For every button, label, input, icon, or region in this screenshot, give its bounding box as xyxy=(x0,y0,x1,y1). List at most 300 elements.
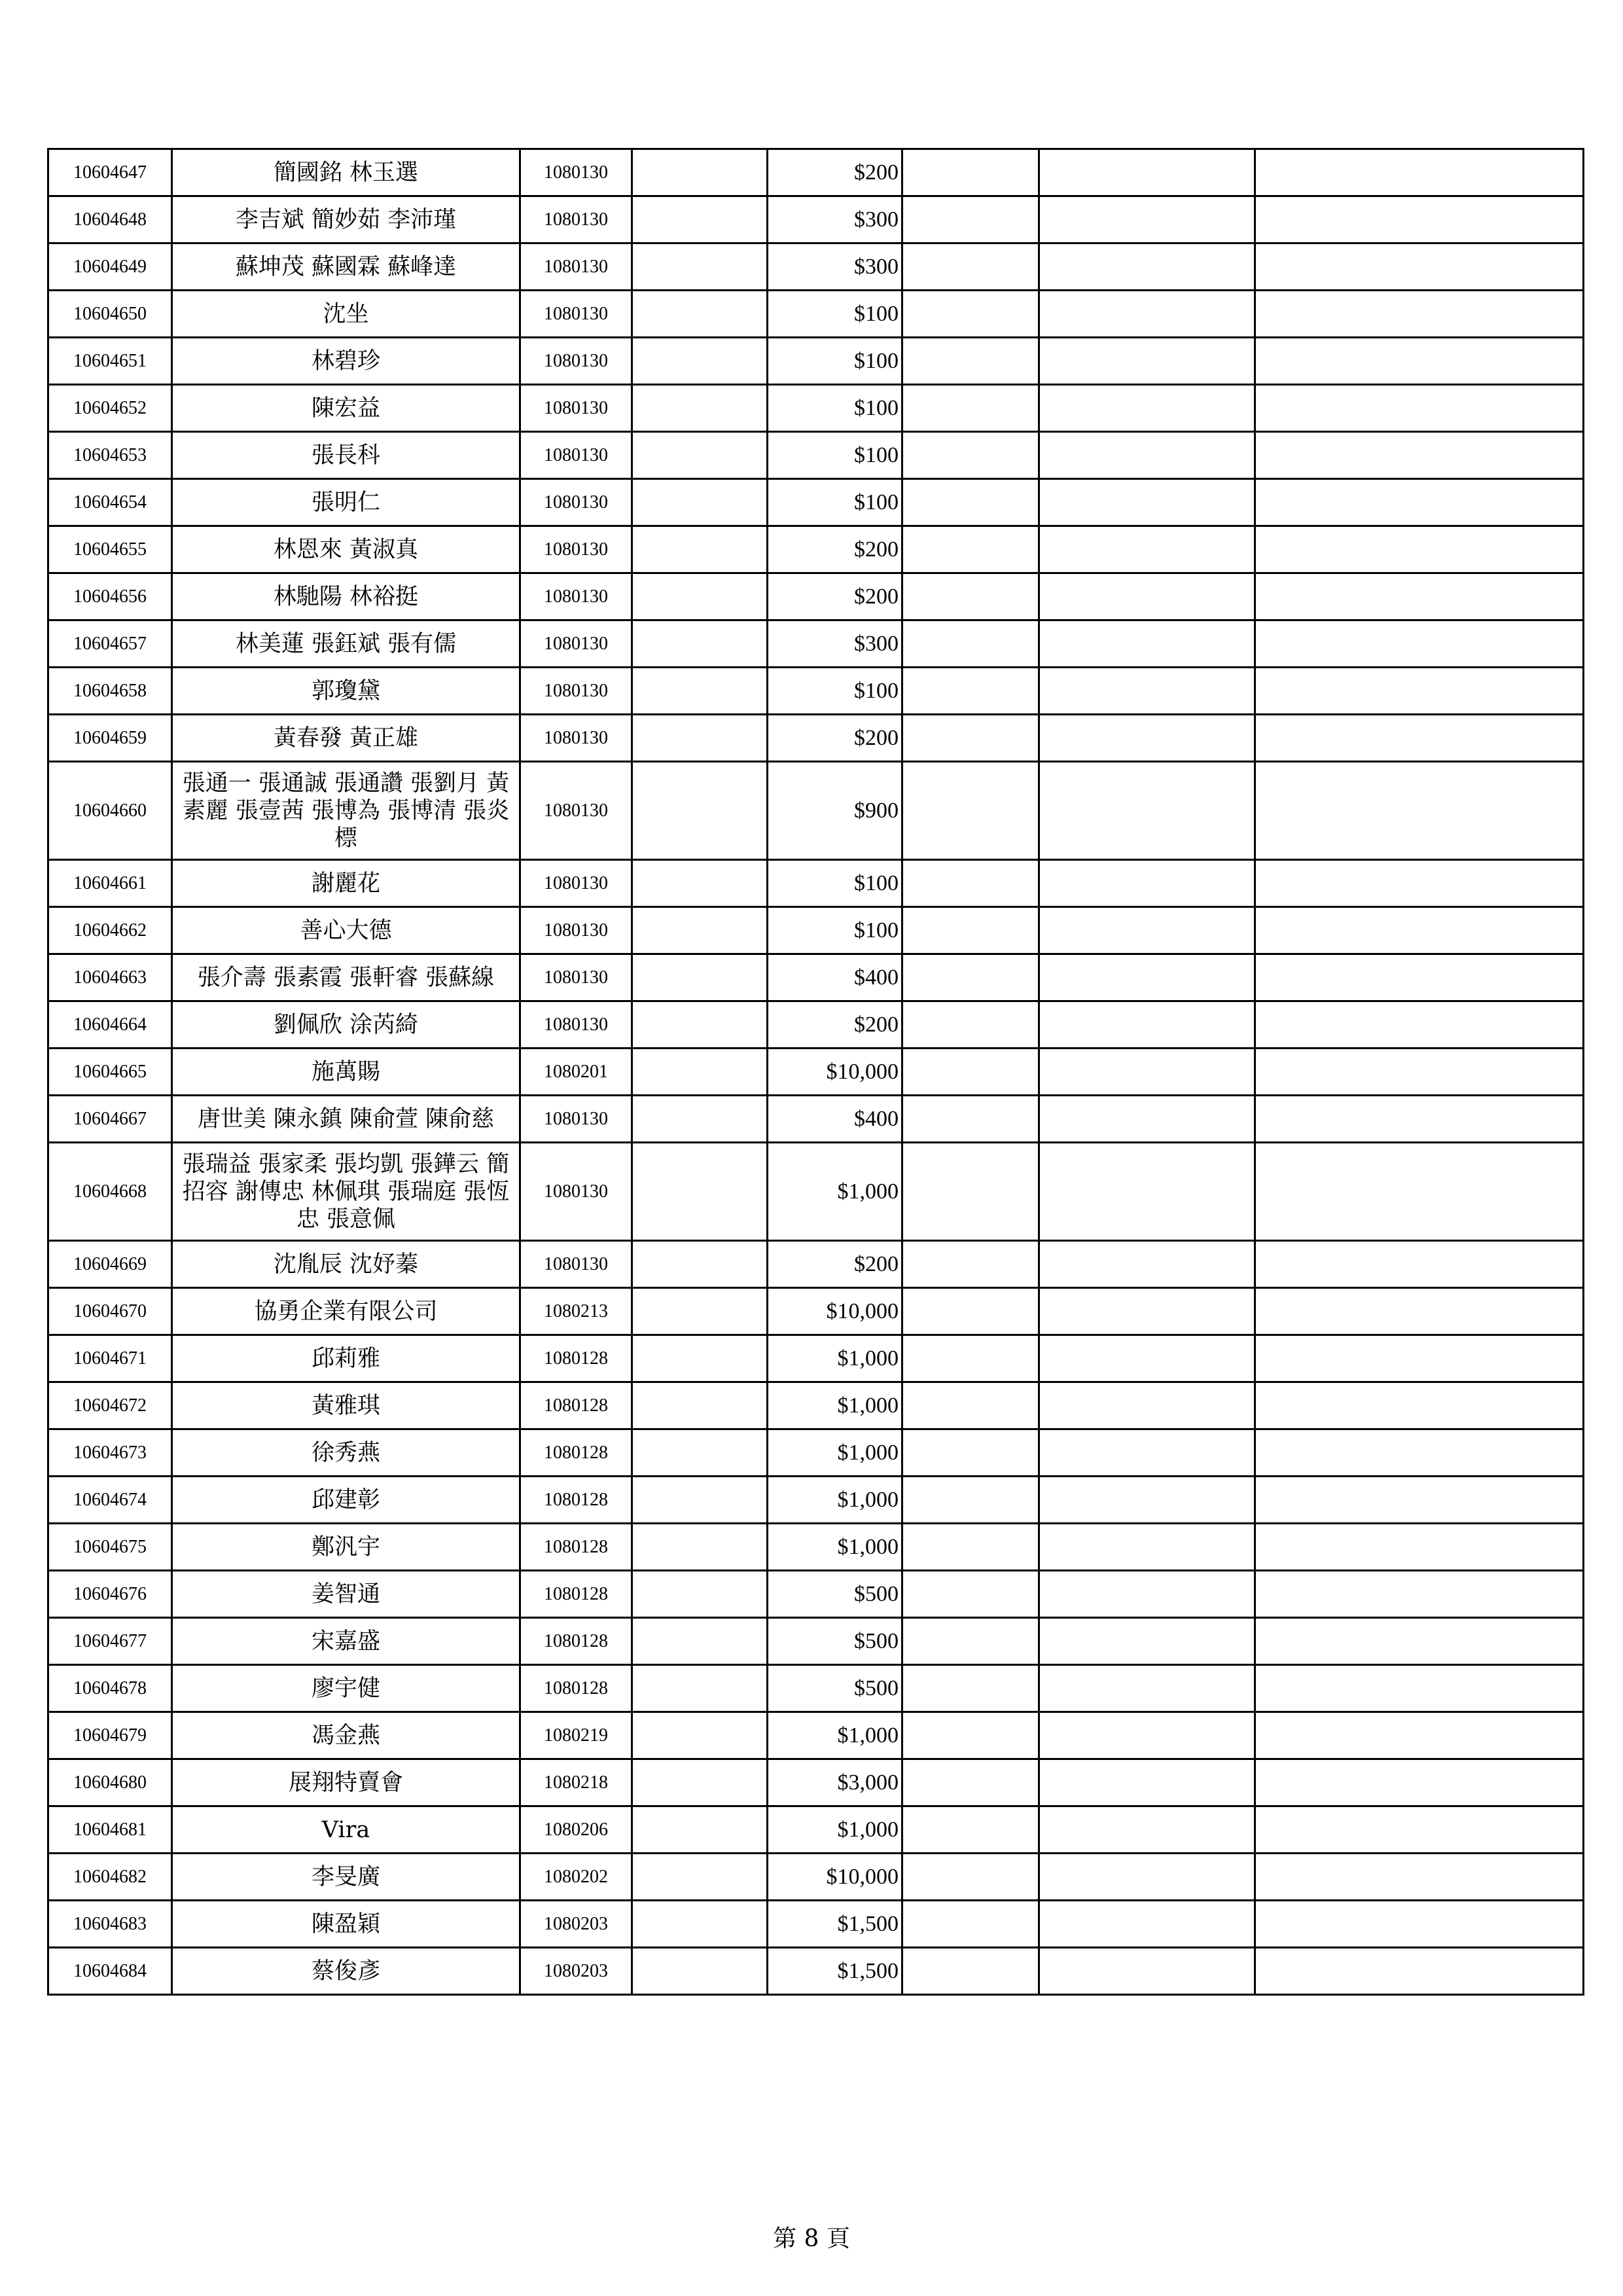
donor-name-cell: 唐世美 陳永鎮 陳俞萱 陳俞慈 xyxy=(172,1096,520,1143)
empty-cell xyxy=(902,1854,1039,1901)
empty-cell xyxy=(1255,1712,1584,1759)
table-row xyxy=(48,1759,1584,1806)
receipt-id-cell: 10604675 xyxy=(48,1524,172,1571)
empty-cell xyxy=(1039,1335,1255,1382)
empty-cell xyxy=(632,1429,768,1477)
empty-cell xyxy=(902,1524,1039,1571)
empty-cell xyxy=(902,479,1039,526)
donor-name-cell: 善心大德 xyxy=(172,907,520,954)
empty-cell xyxy=(902,1618,1039,1665)
receipt-id-cell: 10604656 xyxy=(48,573,172,620)
donation-date-cell: 1080130 xyxy=(520,149,632,196)
donation-date-cell: 1080130 xyxy=(520,1001,632,1049)
empty-cell xyxy=(632,1854,768,1901)
empty-cell xyxy=(1039,715,1255,762)
table-row xyxy=(48,1618,1584,1665)
receipt-id-cell: 10604669 xyxy=(48,1241,172,1288)
empty-cell xyxy=(632,1571,768,1618)
receipt-id-cell: 10604657 xyxy=(48,620,172,668)
donation-date-cell: 1080130 xyxy=(520,385,632,432)
receipt-id-cell: 10604674 xyxy=(48,1477,172,1524)
ledger-body xyxy=(48,149,1584,1995)
empty-cell xyxy=(902,668,1039,715)
empty-cell xyxy=(632,1712,768,1759)
empty-cell xyxy=(1255,762,1584,860)
amount-cell: $100 xyxy=(768,338,902,385)
empty-cell xyxy=(1255,1618,1584,1665)
table-row xyxy=(48,338,1584,385)
empty-cell xyxy=(902,1288,1039,1335)
empty-cell xyxy=(1255,291,1584,338)
empty-cell xyxy=(632,1241,768,1288)
donor-name-cell: 李吉斌 簡妙茹 李沛瑾 xyxy=(172,196,520,243)
empty-cell xyxy=(902,573,1039,620)
donation-date-cell: 1080203 xyxy=(520,1901,632,1948)
receipt-id-cell: 10604667 xyxy=(48,1096,172,1143)
empty-cell xyxy=(1255,526,1584,573)
donation-date-cell: 1080130 xyxy=(520,291,632,338)
donor-name-cell: 張明仁 xyxy=(172,479,520,526)
empty-cell xyxy=(1039,385,1255,432)
donation-date-cell: 1080213 xyxy=(520,1288,632,1335)
amount-cell: $1,000 xyxy=(768,1335,902,1382)
empty-cell xyxy=(902,1382,1039,1429)
amount-cell: $1,500 xyxy=(768,1948,902,1995)
amount-cell: $200 xyxy=(768,573,902,620)
amount-cell: $300 xyxy=(768,196,902,243)
amount-cell: $1,500 xyxy=(768,1901,902,1948)
empty-cell xyxy=(1255,385,1584,432)
empty-cell xyxy=(632,1665,768,1712)
receipt-id-cell: 10604659 xyxy=(48,715,172,762)
empty-cell xyxy=(1255,907,1584,954)
amount-cell: $100 xyxy=(768,479,902,526)
empty-cell xyxy=(902,149,1039,196)
empty-cell xyxy=(1039,1854,1255,1901)
amount-cell: $1,000 xyxy=(768,1524,902,1571)
table-row xyxy=(48,715,1584,762)
donation-date-cell: 1080130 xyxy=(520,432,632,479)
empty-cell xyxy=(1039,1712,1255,1759)
receipt-id-cell: 10604651 xyxy=(48,338,172,385)
donation-date-cell: 1080130 xyxy=(520,479,632,526)
table-row xyxy=(48,1241,1584,1288)
empty-cell xyxy=(1039,1429,1255,1477)
empty-cell xyxy=(902,1665,1039,1712)
receipt-id-cell: 10604673 xyxy=(48,1429,172,1477)
amount-cell: $100 xyxy=(768,291,902,338)
donation-date-cell: 1080128 xyxy=(520,1618,632,1665)
empty-cell xyxy=(902,1571,1039,1618)
empty-cell xyxy=(902,338,1039,385)
empty-cell xyxy=(902,1001,1039,1049)
empty-cell xyxy=(902,432,1039,479)
donation-date-cell: 1080130 xyxy=(520,1096,632,1143)
empty-cell xyxy=(1039,243,1255,291)
receipt-id-cell: 10604678 xyxy=(48,1665,172,1712)
amount-cell: $200 xyxy=(768,526,902,573)
donation-date-cell: 1080130 xyxy=(520,526,632,573)
donor-name-cell: 蘇坤茂 蘇國霖 蘇峰達 xyxy=(172,243,520,291)
empty-cell xyxy=(1255,1665,1584,1712)
receipt-id-cell: 10604680 xyxy=(48,1759,172,1806)
empty-cell xyxy=(1039,1241,1255,1288)
empty-cell xyxy=(902,1049,1039,1096)
donor-name-cell: 張通一 張通誠 張通讚 張劉月 黃素麗 張壹茜 張博為 張博清 張炎標 xyxy=(172,762,520,860)
empty-cell xyxy=(1039,1143,1255,1241)
empty-cell xyxy=(1255,1049,1584,1096)
empty-cell xyxy=(1039,479,1255,526)
receipt-id-cell: 10604655 xyxy=(48,526,172,573)
empty-cell xyxy=(1039,291,1255,338)
empty-cell xyxy=(1255,1477,1584,1524)
empty-cell xyxy=(1039,1524,1255,1571)
donation-ledger-table xyxy=(47,148,1584,1996)
table-row xyxy=(48,243,1584,291)
table-row xyxy=(48,1382,1584,1429)
empty-cell xyxy=(632,338,768,385)
empty-cell xyxy=(1039,1001,1255,1049)
amount-cell: $100 xyxy=(768,907,902,954)
donor-name-cell: Vira xyxy=(172,1806,520,1854)
empty-cell xyxy=(1039,860,1255,907)
empty-cell xyxy=(1255,149,1584,196)
receipt-id-cell: 10604649 xyxy=(48,243,172,291)
empty-cell xyxy=(1255,1382,1584,1429)
amount-cell: $1,000 xyxy=(768,1806,902,1854)
table-row xyxy=(48,1665,1584,1712)
donation-date-cell: 1080130 xyxy=(520,196,632,243)
empty-cell xyxy=(1255,196,1584,243)
donation-date-cell: 1080130 xyxy=(520,338,632,385)
empty-cell xyxy=(902,385,1039,432)
receipt-id-cell: 10604647 xyxy=(48,149,172,196)
donor-name-cell: 鄭汎宇 xyxy=(172,1524,520,1571)
donor-name-cell: 林恩來 黃淑真 xyxy=(172,526,520,573)
donation-date-cell: 1080130 xyxy=(520,573,632,620)
amount-cell: $500 xyxy=(768,1665,902,1712)
receipt-id-cell: 10604664 xyxy=(48,1001,172,1049)
empty-cell xyxy=(902,526,1039,573)
empty-cell xyxy=(632,1901,768,1948)
table-row xyxy=(48,526,1584,573)
empty-cell xyxy=(902,243,1039,291)
table-row xyxy=(48,1335,1584,1382)
table-row xyxy=(48,954,1584,1001)
empty-cell xyxy=(1255,715,1584,762)
empty-cell xyxy=(1255,1335,1584,1382)
empty-cell xyxy=(1255,1571,1584,1618)
empty-cell xyxy=(1255,620,1584,668)
amount-cell: $1,000 xyxy=(768,1429,902,1477)
empty-cell xyxy=(1255,1524,1584,1571)
empty-cell xyxy=(632,1049,768,1096)
empty-cell xyxy=(902,1241,1039,1288)
receipt-id-cell: 10604654 xyxy=(48,479,172,526)
empty-cell xyxy=(902,620,1039,668)
donor-name-cell: 林馳陽 林裕挺 xyxy=(172,573,520,620)
empty-cell xyxy=(632,668,768,715)
receipt-id-cell: 10604662 xyxy=(48,907,172,954)
empty-cell xyxy=(1039,1901,1255,1948)
table-row xyxy=(48,385,1584,432)
donation-date-cell: 1080219 xyxy=(520,1712,632,1759)
amount-cell: $300 xyxy=(768,620,902,668)
empty-cell xyxy=(1039,432,1255,479)
donor-name-cell: 廖宇健 xyxy=(172,1665,520,1712)
empty-cell xyxy=(632,479,768,526)
table-row xyxy=(48,1524,1584,1571)
empty-cell xyxy=(1039,526,1255,573)
empty-cell xyxy=(1255,1241,1584,1288)
table-row xyxy=(48,291,1584,338)
receipt-id-cell: 10604663 xyxy=(48,954,172,1001)
empty-cell xyxy=(1039,620,1255,668)
table-row xyxy=(48,432,1584,479)
empty-cell xyxy=(632,1143,768,1241)
table-row xyxy=(48,860,1584,907)
empty-cell xyxy=(1039,954,1255,1001)
donation-date-cell: 1080218 xyxy=(520,1759,632,1806)
receipt-id-cell: 10604661 xyxy=(48,860,172,907)
amount-cell: $10,000 xyxy=(768,1288,902,1335)
empty-cell xyxy=(1255,1759,1584,1806)
amount-cell: $200 xyxy=(768,1001,902,1049)
donor-name-cell: 姜智通 xyxy=(172,1571,520,1618)
donation-date-cell: 1080206 xyxy=(520,1806,632,1854)
donation-date-cell: 1080130 xyxy=(520,1241,632,1288)
page-number: 第 8 頁 xyxy=(773,2225,850,2252)
donor-name-cell: 黃春發 黃正雄 xyxy=(172,715,520,762)
empty-cell xyxy=(1255,1806,1584,1854)
empty-cell xyxy=(632,715,768,762)
donor-name-cell: 展翔特賣會 xyxy=(172,1759,520,1806)
empty-cell xyxy=(1255,479,1584,526)
empty-cell xyxy=(902,1759,1039,1806)
table-row xyxy=(48,479,1584,526)
empty-cell xyxy=(902,1429,1039,1477)
donation-date-cell: 1080128 xyxy=(520,1382,632,1429)
table-row xyxy=(48,1854,1584,1901)
empty-cell xyxy=(1039,149,1255,196)
empty-cell xyxy=(1255,1429,1584,1477)
table-row xyxy=(48,1948,1584,1995)
receipt-id-cell: 10604676 xyxy=(48,1571,172,1618)
table-row xyxy=(48,668,1584,715)
table-row xyxy=(48,1096,1584,1143)
donor-name-cell: 劉佩欣 涂芮綺 xyxy=(172,1001,520,1049)
donor-name-cell: 郭瓊黛 xyxy=(172,668,520,715)
amount-cell: $400 xyxy=(768,1096,902,1143)
table-row xyxy=(48,1288,1584,1335)
empty-cell xyxy=(902,954,1039,1001)
donation-date-cell: 1080130 xyxy=(520,715,632,762)
amount-cell: $1,000 xyxy=(768,1382,902,1429)
donor-name-cell: 馮金燕 xyxy=(172,1712,520,1759)
donor-name-cell: 張瑞益 張家柔 張均凱 張鏵云 簡招容 謝傳忠 林佩琪 張瑞庭 張恆忠 張意佩 xyxy=(172,1143,520,1241)
empty-cell xyxy=(902,860,1039,907)
amount-cell: $200 xyxy=(768,715,902,762)
donation-date-cell: 1080128 xyxy=(520,1335,632,1382)
donor-name-cell: 林美蓮 張鈺斌 張有儒 xyxy=(172,620,520,668)
donation-date-cell: 1080130 xyxy=(520,907,632,954)
empty-cell xyxy=(632,1759,768,1806)
donation-date-cell: 1080130 xyxy=(520,762,632,860)
empty-cell xyxy=(1039,1096,1255,1143)
empty-cell xyxy=(1255,573,1584,620)
empty-cell xyxy=(1255,1854,1584,1901)
donation-date-cell: 1080130 xyxy=(520,620,632,668)
empty-cell xyxy=(632,573,768,620)
donation-date-cell: 1080201 xyxy=(520,1049,632,1096)
donation-date-cell: 1080128 xyxy=(520,1571,632,1618)
donor-name-cell: 張介壽 張素霞 張軒睿 張蘇線 xyxy=(172,954,520,1001)
donor-name-cell: 宋嘉盛 xyxy=(172,1618,520,1665)
empty-cell xyxy=(902,907,1039,954)
amount-cell: $100 xyxy=(768,668,902,715)
empty-cell xyxy=(1039,573,1255,620)
receipt-id-cell: 10604665 xyxy=(48,1049,172,1096)
empty-cell xyxy=(902,1948,1039,1995)
table-row xyxy=(48,1806,1584,1854)
donor-name-cell: 徐秀燕 xyxy=(172,1429,520,1477)
empty-cell xyxy=(1039,668,1255,715)
empty-cell xyxy=(632,526,768,573)
donation-date-cell: 1080128 xyxy=(520,1524,632,1571)
table-row xyxy=(48,1001,1584,1049)
donor-name-cell: 施萬賜 xyxy=(172,1049,520,1096)
empty-cell xyxy=(902,1096,1039,1143)
empty-cell xyxy=(1039,1759,1255,1806)
receipt-id-cell: 10604683 xyxy=(48,1901,172,1948)
empty-cell xyxy=(1039,1571,1255,1618)
table-row xyxy=(48,620,1584,668)
table-row xyxy=(48,196,1584,243)
table-row xyxy=(48,907,1584,954)
empty-cell xyxy=(1255,432,1584,479)
amount-cell: $400 xyxy=(768,954,902,1001)
table-row xyxy=(48,1571,1584,1618)
empty-cell xyxy=(1255,954,1584,1001)
receipt-id-cell: 10604672 xyxy=(48,1382,172,1429)
receipt-id-cell: 10604653 xyxy=(48,432,172,479)
empty-cell xyxy=(1255,1001,1584,1049)
receipt-id-cell: 10604648 xyxy=(48,196,172,243)
table-row xyxy=(48,1143,1584,1241)
donation-date-cell: 1080202 xyxy=(520,1854,632,1901)
empty-cell xyxy=(902,715,1039,762)
empty-cell xyxy=(1039,1948,1255,1995)
empty-cell xyxy=(1255,860,1584,907)
table-row xyxy=(48,1429,1584,1477)
donor-name-cell: 陳宏益 xyxy=(172,385,520,432)
empty-cell xyxy=(1039,1665,1255,1712)
empty-cell xyxy=(1039,338,1255,385)
amount-cell: $3,000 xyxy=(768,1759,902,1806)
receipt-id-cell: 10604652 xyxy=(48,385,172,432)
donation-date-cell: 1080130 xyxy=(520,243,632,291)
donor-name-cell: 沈胤辰 沈妤蓁 xyxy=(172,1241,520,1288)
empty-cell xyxy=(902,1712,1039,1759)
amount-cell: $500 xyxy=(768,1571,902,1618)
amount-cell: $10,000 xyxy=(768,1854,902,1901)
donation-date-cell: 1080203 xyxy=(520,1948,632,1995)
empty-cell xyxy=(902,196,1039,243)
donation-date-cell: 1080128 xyxy=(520,1477,632,1524)
amount-cell: $10,000 xyxy=(768,1049,902,1096)
receipt-id-cell: 10604658 xyxy=(48,668,172,715)
amount-cell: $100 xyxy=(768,860,902,907)
table-row xyxy=(48,1901,1584,1948)
empty-cell xyxy=(632,243,768,291)
empty-cell xyxy=(902,1335,1039,1382)
empty-cell xyxy=(1039,1382,1255,1429)
empty-cell xyxy=(632,954,768,1001)
donation-date-cell: 1080128 xyxy=(520,1665,632,1712)
empty-cell xyxy=(632,1288,768,1335)
empty-cell xyxy=(902,1901,1039,1948)
empty-cell xyxy=(632,1096,768,1143)
receipt-id-cell: 10604679 xyxy=(48,1712,172,1759)
empty-cell xyxy=(1039,1618,1255,1665)
empty-cell xyxy=(1255,1948,1584,1995)
empty-cell xyxy=(632,385,768,432)
empty-cell xyxy=(632,1001,768,1049)
donor-name-cell: 沈坐 xyxy=(172,291,520,338)
amount-cell: $200 xyxy=(768,149,902,196)
empty-cell xyxy=(632,620,768,668)
amount-cell: $500 xyxy=(768,1618,902,1665)
donor-name-cell: 陳盈穎 xyxy=(172,1901,520,1948)
amount-cell: $1,000 xyxy=(768,1477,902,1524)
empty-cell xyxy=(1255,338,1584,385)
amount-cell: $1,000 xyxy=(768,1712,902,1759)
receipt-id-cell: 10604682 xyxy=(48,1854,172,1901)
amount-cell: $100 xyxy=(768,432,902,479)
amount-cell: $200 xyxy=(768,1241,902,1288)
donor-name-cell: 邱莉雅 xyxy=(172,1335,520,1382)
receipt-id-cell: 10604677 xyxy=(48,1618,172,1665)
empty-cell xyxy=(1255,243,1584,291)
empty-cell xyxy=(632,1335,768,1382)
empty-cell xyxy=(1039,907,1255,954)
empty-cell xyxy=(902,1143,1039,1241)
empty-cell xyxy=(902,291,1039,338)
empty-cell xyxy=(632,1948,768,1995)
empty-cell xyxy=(1255,1901,1584,1948)
table-row xyxy=(48,762,1584,860)
donor-name-cell: 協勇企業有限公司 xyxy=(172,1288,520,1335)
table-row xyxy=(48,573,1584,620)
empty-cell xyxy=(1255,1096,1584,1143)
donor-name-cell: 謝麗花 xyxy=(172,860,520,907)
donation-date-cell: 1080130 xyxy=(520,1143,632,1241)
empty-cell xyxy=(632,1382,768,1429)
receipt-id-cell: 10604670 xyxy=(48,1288,172,1335)
empty-cell xyxy=(632,1524,768,1571)
donation-date-cell: 1080130 xyxy=(520,668,632,715)
empty-cell xyxy=(902,1477,1039,1524)
donation-date-cell: 1080130 xyxy=(520,860,632,907)
empty-cell xyxy=(632,432,768,479)
empty-cell xyxy=(1039,1477,1255,1524)
empty-cell xyxy=(1255,1143,1584,1241)
receipt-id-cell: 10604684 xyxy=(48,1948,172,1995)
empty-cell xyxy=(632,762,768,860)
receipt-id-cell: 10604668 xyxy=(48,1143,172,1241)
amount-cell: $900 xyxy=(768,762,902,860)
empty-cell xyxy=(632,196,768,243)
